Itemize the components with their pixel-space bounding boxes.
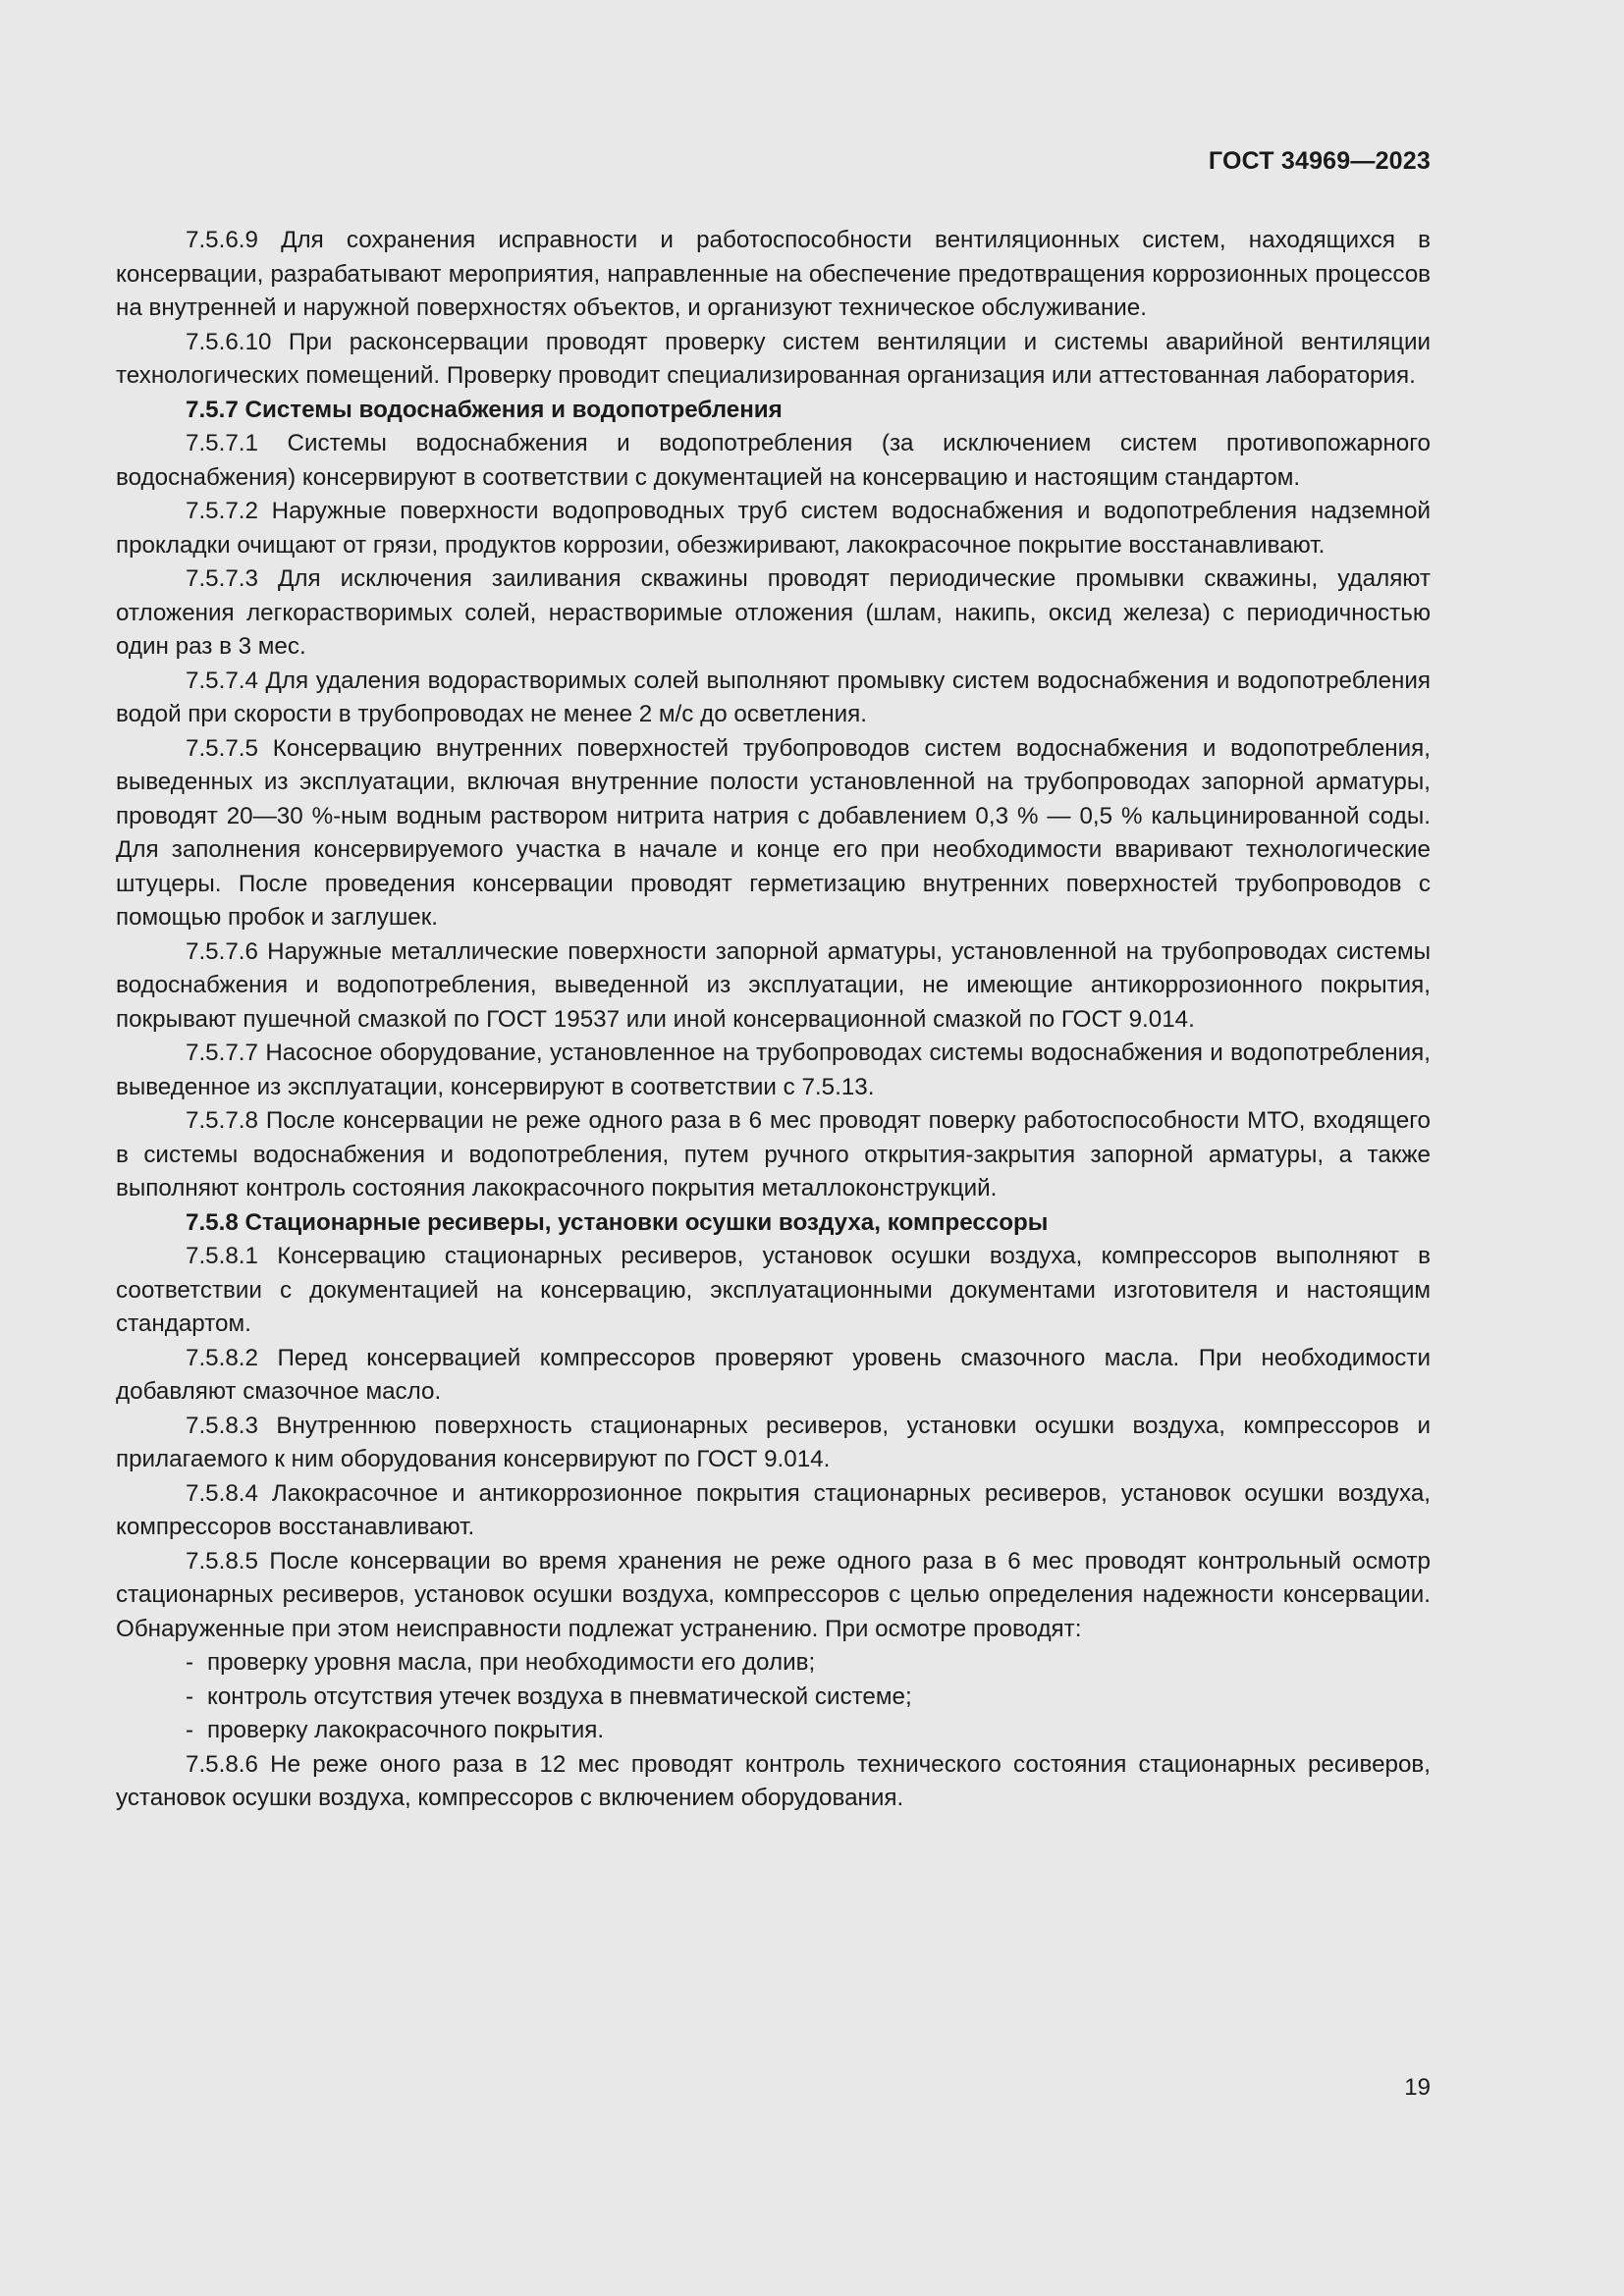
- list-item-text: проверку уровня масла, при необходимости его долив;: [207, 1649, 816, 1676]
- paragraph-7-5-6-10: 7.5.6.10 При расконсервации проводят проверку систем вентиляции и системы аварийной вентиляции технологических помещений. Проверку проводит специализированная организация или аттестованная лаборатория.: [116, 328, 1431, 389]
- paragraph-7-5-7-5: 7.5.7.5 Консервацию внутренних поверхностей трубопроводов систем водоснабжения и водопотребления, выведенных из эксплуатации, включая внутренние полости установленной на трубопроводах запорной арматуры, проводят 20—30 %-ным водным раствором нитрита натрия с добавлением 0,3 % — 0,5 % кальцинированной соды. Для заполнения консервируемого участка в начале и конце его при необходимости вваривают технологические штуцеры. После проведения консервации проводят герметизацию внутренних поверхностей трубопроводов с помощью пробок и заглушек.: [116, 734, 1431, 931]
- paragraph-7-5-8-4: 7.5.8.4 Лакокрасочное и антикоррозионное покрытия стационарных ресиверов, установок осушки воздуха, компрессоров восстанавливают.: [116, 1479, 1431, 1540]
- paragraph-7-5-7-2: 7.5.7.2 Наружные поверхности водопроводных труб систем водоснабжения и водопотребления надземной прокладки очищают от грязи, продуктов коррозии, обезжиривают, лакокрасочное покрытие восстанавливают.: [116, 498, 1431, 559]
- paragraph-7-5-7-1: 7.5.7.1 Системы водоснабжения и водопотребления (за исключением систем противопожарного водоснабжения) консервируют в соответствии с документацией на консервацию и настоящим стандартом.: [116, 430, 1431, 491]
- paragraph-7-5-8-5: 7.5.8.5 После консервации во время хранения не реже одного раза в 6 мес проводят контрольный осмотр стационарных ресиверов, установок осушки воздуха, компрессоров с целью определения надежности консервации. Обнаруженные при этом неисправности подлежат устранению. При осмотре проводят:: [116, 1547, 1431, 1642]
- paragraph-7-5-7-8: 7.5.7.8 После консервации не реже одного раза в 6 мес проводят поверку работоспособности МТО, входящего в системы водоснабжения и водопотребления, путем ручного открытия-закрытия запорной арматуры, а также выполняют контроль состояния лакокрасочного покрытия металлоконструкций.: [116, 1107, 1431, 1201]
- list-item-text: проверку лакокрасочного покрытия.: [207, 1717, 605, 1743]
- list-marker: -: [186, 1649, 194, 1676]
- list-item: [116, 1646, 1431, 1681]
- page-number: 19: [1404, 2074, 1431, 2101]
- list-item: [116, 1714, 1431, 1748]
- paragraph-7-5-8-2: 7.5.8.2 Перед консервацией компрессоров проверяют уровень смазочного масла. При необходимости добавляют смазочное масло.: [116, 1344, 1431, 1405]
- standard-code: ГОСТ 34969—2023: [1208, 147, 1431, 175]
- paragraph-7-5-7-6: 7.5.7.6 Наружные металлические поверхности запорной арматуры, установленной на трубопроводах системы водоснабжения и водопотребления, выведенной из эксплуатации, не имеющие антикоррозионного покрытия, покрывают пушечной смазкой по ГОСТ 19537 или иной консервационной смазкой по ГОСТ 9.014.: [116, 937, 1431, 1033]
- document-body: [116, 224, 1431, 1816]
- list-item: [116, 1681, 1431, 1715]
- list-item-text: контроль отсутствия утечек воздуха в пневматической системе;: [207, 1682, 912, 1710]
- section-heading-7-5-8: 7.5.8 Стационарные ресиверы, установки осушки воздуха, компрессоры: [186, 1208, 1049, 1236]
- paragraph-7-5-7-4: 7.5.7.4 Для удаления водорастворимых солей выполняют промывку систем водоснабжения и водопотребления водой при скорости в трубопроводах не менее 2 м/с до осветления.: [116, 667, 1431, 727]
- paragraph-7-5-8-1: 7.5.8.1 Консервацию стационарных ресиверов, установок осушки воздуха, компрессоров выполняют в соответствии с документацией на консервацию, эксплуатационными документами изготовителя и настоящим стандартом.: [116, 1243, 1431, 1337]
- paragraph-7-5-6-9: 7.5.6.9 Для сохранения исправности и работоспособности вентиляционных систем, находящихся в консервации, разрабатывают мероприятия, направленные на обеспечение предотвращения коррозионных процессов на внутренней и наружной поверхностях объектов, и организуют техническое обслуживание.: [116, 227, 1431, 321]
- paragraph-7-5-8-6: 7.5.8.6 Не реже оного раза в 12 мес проводят контроль технического состояния стационарных ресиверов, установок осушки воздуха, компрессоров с включением оборудования.: [116, 1750, 1431, 1811]
- list-marker: -: [186, 1717, 194, 1743]
- section-heading-7-5-7: 7.5.7 Системы водоснабжения и водопотребления: [186, 396, 783, 423]
- list-marker: -: [186, 1682, 194, 1710]
- paragraph-7-5-8-3: 7.5.8.3 Внутреннюю поверхность стационарных ресиверов, установки осушки воздуха, компрессоров и прилагаемого к ним оборудования консервируют по ГОСТ 9.014.: [116, 1412, 1431, 1472]
- paragraph-7-5-7-3: 7.5.7.3 Для исключения заиливания скважины проводят периодические промывки скважины, удаляют отложения легкорастворимых солей, нерастворимые отложения (шлам, накипь, оксид железа) с периодичностью один раз в 3 мес.: [116, 565, 1431, 660]
- paragraph-7-5-7-7: 7.5.7.7 Насосное оборудование, установленное на трубопроводах системы водоснабжения и водопотребления, выведенное из эксплуатации, консервируют в соответствии с 7.5.13.: [116, 1040, 1431, 1100]
